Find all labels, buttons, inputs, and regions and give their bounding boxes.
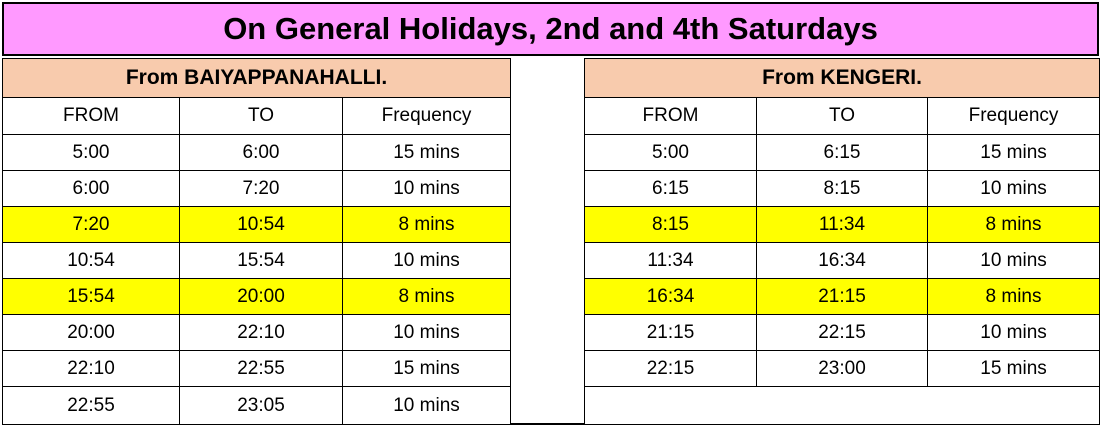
from-cell: 22:15: [585, 351, 757, 387]
empty-row: [585, 387, 1100, 425]
from-cell: 5:00: [3, 135, 180, 171]
frequency-cell: 10 mins: [343, 387, 511, 425]
frequency-cell: 8 mins: [928, 279, 1100, 315]
to-cell: 6:00: [180, 135, 343, 171]
table-row: [3, 207, 511, 243]
from-cell: 8:15: [585, 207, 757, 243]
frequency-cell: 10 mins: [343, 243, 511, 279]
frequency-cell: 15 mins: [343, 351, 511, 387]
from-cell: 22:55: [3, 387, 180, 425]
from-cell: 22:10: [3, 351, 180, 387]
frequency-cell: 10 mins: [928, 171, 1100, 207]
table-row: [585, 279, 1100, 315]
from-cell: 5:00: [585, 135, 757, 171]
table-row: [3, 243, 511, 279]
from-cell: 15:54: [3, 279, 180, 315]
frequency-cell: 8 mins: [343, 207, 511, 243]
from-cell: 6:15: [585, 171, 757, 207]
baiyappanahalli-table: [2, 58, 511, 425]
to-cell: 8:15: [757, 171, 928, 207]
from-cell: 7:20: [3, 207, 180, 243]
to-cell: 11:34: [757, 207, 928, 243]
from-cell: 16:34: [585, 279, 757, 315]
table-row: [585, 351, 1100, 387]
to-cell: 23:05: [180, 387, 343, 425]
frequency-cell: 10 mins: [343, 171, 511, 207]
kengeri-heading: From KENGERI.: [585, 59, 1100, 98]
baiyappanahalli-column-headers: [3, 98, 511, 135]
table-row: [585, 315, 1100, 351]
from-cell: 10:54: [3, 243, 180, 279]
table-row: [585, 243, 1100, 279]
frequency-cell: 15 mins: [343, 135, 511, 171]
frequency-cell: 10 mins: [343, 315, 511, 351]
frequency-cell: 15 mins: [928, 135, 1100, 171]
column-header-frequency: Frequency: [343, 98, 511, 135]
table-row: [3, 279, 511, 315]
table-gap: [510, 58, 584, 425]
to-cell: 16:34: [757, 243, 928, 279]
from-cell: 11:34: [585, 243, 757, 279]
from-cell: 20:00: [3, 315, 180, 351]
column-header-frequency: Frequency: [928, 98, 1100, 135]
to-cell: 7:20: [180, 171, 343, 207]
table-row: [3, 351, 511, 387]
to-cell: 22:10: [180, 315, 343, 351]
from-cell: 6:00: [3, 171, 180, 207]
empty-cell: [585, 387, 1100, 425]
to-cell: 22:55: [180, 351, 343, 387]
frequency-cell: 15 mins: [928, 351, 1100, 387]
to-cell: 6:15: [757, 135, 928, 171]
page-title: On General Holidays, 2nd and 4th Saturdays: [2, 2, 1099, 56]
table-row: [3, 171, 511, 207]
to-cell: 23:00: [757, 351, 928, 387]
table-row: [585, 171, 1100, 207]
table-row: [585, 207, 1100, 243]
from-cell: 21:15: [585, 315, 757, 351]
frequency-cell: 10 mins: [928, 315, 1100, 351]
column-header-from: FROM: [3, 98, 180, 135]
table-row: [3, 315, 511, 351]
kengeri-column-headers: [585, 98, 1100, 135]
to-cell: 10:54: [180, 207, 343, 243]
column-header-to: TO: [757, 98, 928, 135]
frequency-cell: 8 mins: [928, 207, 1100, 243]
to-cell: 15:54: [180, 243, 343, 279]
to-cell: 22:15: [757, 315, 928, 351]
baiyappanahalli-heading-row: [3, 59, 511, 98]
table-row: [3, 387, 511, 425]
column-header-to: TO: [180, 98, 343, 135]
frequency-cell: 10 mins: [928, 243, 1100, 279]
table-row: [585, 135, 1100, 171]
column-header-from: FROM: [585, 98, 757, 135]
kengeri-table: [584, 58, 1100, 425]
table-row: [3, 135, 511, 171]
baiyappanahalli-heading: From BAIYAPPANAHALLI.: [3, 59, 511, 98]
to-cell: 20:00: [180, 279, 343, 315]
kengeri-heading-row: [585, 59, 1100, 98]
to-cell: 21:15: [757, 279, 928, 315]
frequency-cell: 8 mins: [343, 279, 511, 315]
